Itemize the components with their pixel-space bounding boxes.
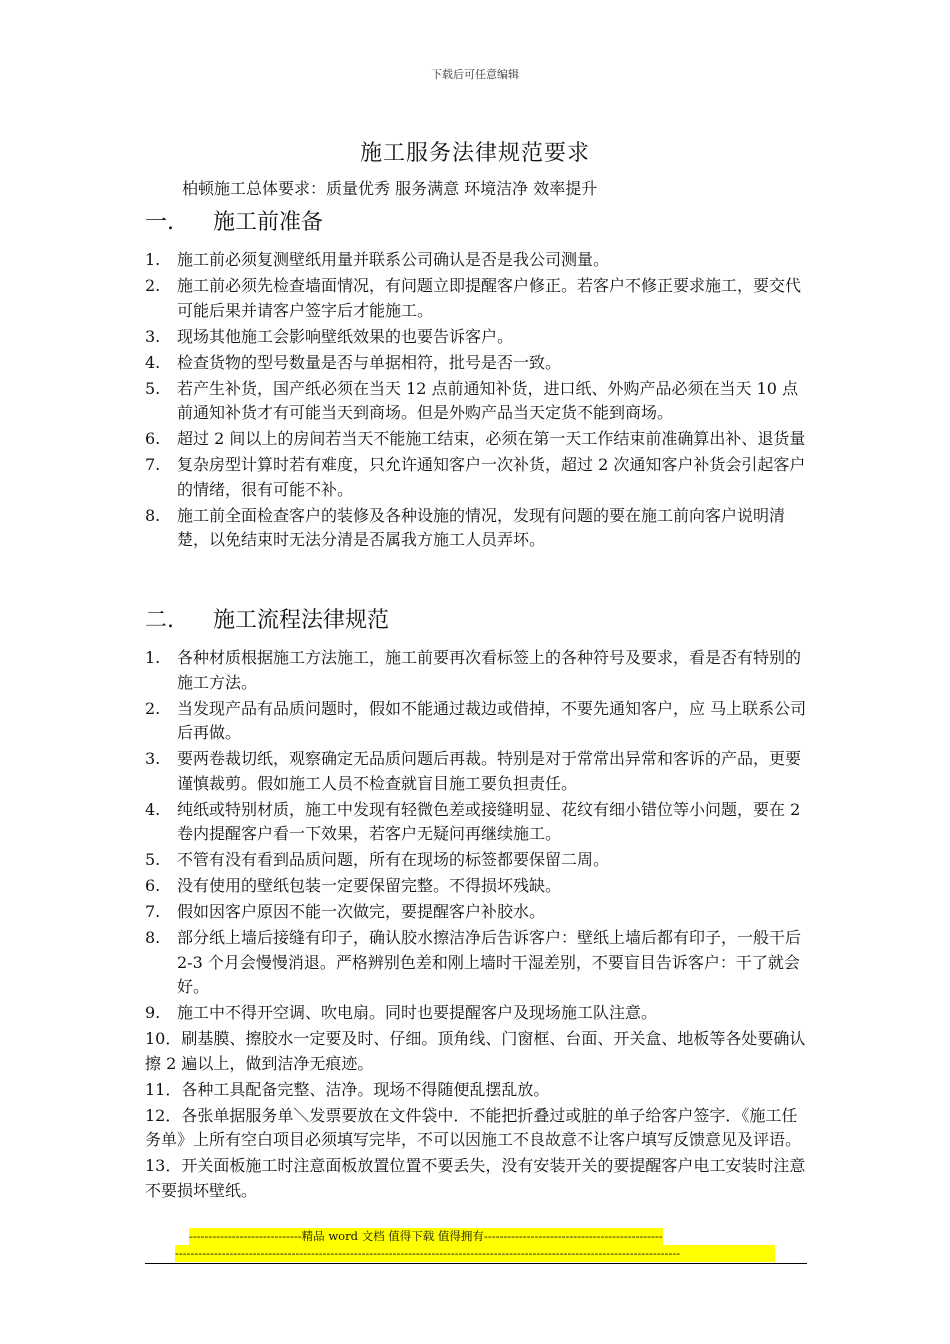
paragraph: 13．开关面板施工时注意面板放置位置不要丢失，没有安装开关的要提醒客户电工安装时注意不要损坏壁纸。	[145, 1156, 806, 1200]
section-title: 施工流程法律规范	[213, 608, 390, 633]
footer-line-1: -----------------------------精品 word 文档 值得下载 值得拥有----------------------------------------------	[189, 1229, 663, 1243]
list-item-number: 7.	[145, 455, 161, 474]
list-item-number: 4.	[145, 352, 161, 372]
list-item-text: 部分纸上墙后接缝有印子，确认胶水擦洁净后告诉客户：壁纸上墙后都有印子，一般干后 2-3 个月会慢慢消退。严格辨别色差和刚上墙时干湿差别，不要盲目告诉客户：干了就会好。	[177, 928, 802, 996]
list-item-number: 5.	[145, 378, 161, 398]
section-list	[145, 248, 810, 553]
list-item	[145, 1001, 810, 1026]
list-item	[145, 646, 810, 695]
list-item-text: 超过 2 间以上的房间若当天不能施工结束，必须在第一天工作结束前准确算出补、退货量	[177, 429, 806, 448]
list-item	[145, 453, 810, 502]
list-item	[145, 747, 810, 796]
list-item-number: 3.	[145, 326, 161, 346]
list-item	[145, 926, 810, 1000]
page-title: 施工服务法律规范要求	[359, 141, 590, 166]
list-item	[145, 377, 810, 426]
list-item-text: 纯纸或特别材质，施工中发现有轻微色差或接缝明显、花纹有细小错位等小问题，要在 2 卷内提醒客户看一下效果，若客户无疑问再继续施工。	[177, 799, 801, 843]
list-item-number: 8.	[145, 505, 161, 525]
footer-divider	[145, 1263, 807, 1264]
list-item	[145, 697, 810, 746]
header-note: 下载后可任意编辑	[431, 68, 519, 81]
list-item-text: 当发现产品有品质问题时，假如不能通过裁边或借掉，不要先通知客户，应 马上联系公司后再做。	[177, 698, 807, 742]
list-item	[145, 504, 810, 553]
list-item-number: 8.	[145, 928, 161, 947]
list-item-text: 施工前全面检查客户的装修及各种设施的情况，发现有问题的要在施工前向客户说明清楚，以免结束时无法分清是否属我方施工人员弄坏。	[177, 505, 786, 549]
footer-banner	[175, 1228, 775, 1262]
section-heading	[145, 606, 810, 636]
list-item-number: 3.	[145, 749, 161, 768]
list-item-text: 若产生补货，国产纸必须在当天 12 点前通知补货，进口纸、外购产品必须在当天 10 点前通知补货才有可能当天到商场。但是外购产品当天定货不能到商场。	[177, 378, 799, 422]
section-number: 二.	[145, 608, 174, 633]
list-item-number: 6.	[145, 429, 161, 448]
list-item	[145, 798, 810, 847]
section-heading	[145, 208, 810, 238]
list-item-text: 施工前必须复测壁纸用量并联系公司确认是否是我公司测量。	[177, 250, 610, 269]
list-item	[145, 274, 810, 323]
list-item-text: 施工中不得开空调、吹电扇。同时也要提醒客户及现场施工队注意。	[177, 1003, 658, 1022]
paragraph: 11．各种工具配备完整、洁净。现场不得随便乱摆乱放。	[145, 1079, 550, 1099]
list-item-text: 假如因客户原因不能一次做完，要提醒客户补胶水。	[177, 902, 546, 921]
list-item-text: 各种材质根据施工方法施工，施工前要再次看标签上的各种符号及要求，看是否有特别的施工方法。	[177, 648, 802, 692]
section-preparation	[145, 208, 810, 554]
paragraph: 12．各张单据服务单＼发票要放在文件袋中．不能把折叠过或脏的单子给客户签字．《施工任务单》上所有空白项目必须填写完毕，不可以因施工不良故意不让客户填写反馈意见及评语。	[145, 1105, 802, 1149]
list-item	[145, 848, 810, 873]
section-title: 施工前准备	[213, 210, 324, 235]
list-item	[145, 325, 810, 350]
section-process-rules	[145, 606, 810, 1205]
list-item-number: 6.	[145, 876, 161, 895]
page-subtitle: 柏顿施工总体要求：质量优秀 服务满意 环境洁净 效率提升	[182, 179, 598, 198]
list-item-text: 检查货物的型号数量是否与单据相符，批号是否一致。	[177, 352, 562, 372]
list-item	[145, 248, 810, 273]
section-number: 一.	[145, 210, 174, 235]
list-item-text: 要两卷裁切纸，观察确定无品质问题后再裁。特别是对于常常出异常和客诉的产品，更要谨慎裁剪。假如施工人员不检查就盲目施工要负担责任。	[177, 749, 802, 793]
list-item-text: 现场其他施工会影响壁纸效果的也要告诉客户。	[177, 326, 514, 346]
footer-line-2: ----------------------------------------------------------------------------------------------------------------------------------	[175, 1245, 775, 1262]
list-item-text: 没有使用的壁纸包装一定要保留完整。不得损坏残缺。	[177, 876, 562, 895]
section-list	[145, 646, 810, 1026]
list-item-number: 1.	[145, 648, 161, 667]
list-item	[145, 351, 810, 376]
list-item-number: 2.	[145, 698, 161, 718]
list-item	[145, 427, 810, 452]
list-item-text: 不管有没有看到品质问题，所有在现场的标签都要保留二周。	[177, 850, 610, 869]
list-item-number: 2.	[145, 276, 161, 295]
list-item-text: 施工前必须先检查墙面情况，有问题立即提醒客户修正。若客户不修正要求施工，要交代可能后果并请客户签字后才能施工。	[177, 276, 802, 320]
list-item	[145, 874, 810, 899]
list-item-number: 5.	[145, 850, 161, 869]
list-item-number: 9.	[145, 1003, 161, 1022]
list-item-number: 7.	[145, 902, 161, 921]
list-item-text: 复杂房型计算时若有难度，只允许通知客户一次补货，超过 2 次通知客户补货会引起客户的情绪，很有可能不补。	[177, 455, 806, 499]
list-item-number: 1.	[145, 250, 161, 269]
paragraph: 10．刷基膜、擦胶水一定要及时、仔细。顶角线、门窗框、台面、开关盒、地板等各处要确认擦 2 遍以上，做到洁净无痕迹。	[145, 1029, 806, 1073]
section-paragraphs	[145, 1027, 810, 1203]
list-item	[145, 900, 810, 925]
list-item-number: 4.	[145, 799, 161, 819]
